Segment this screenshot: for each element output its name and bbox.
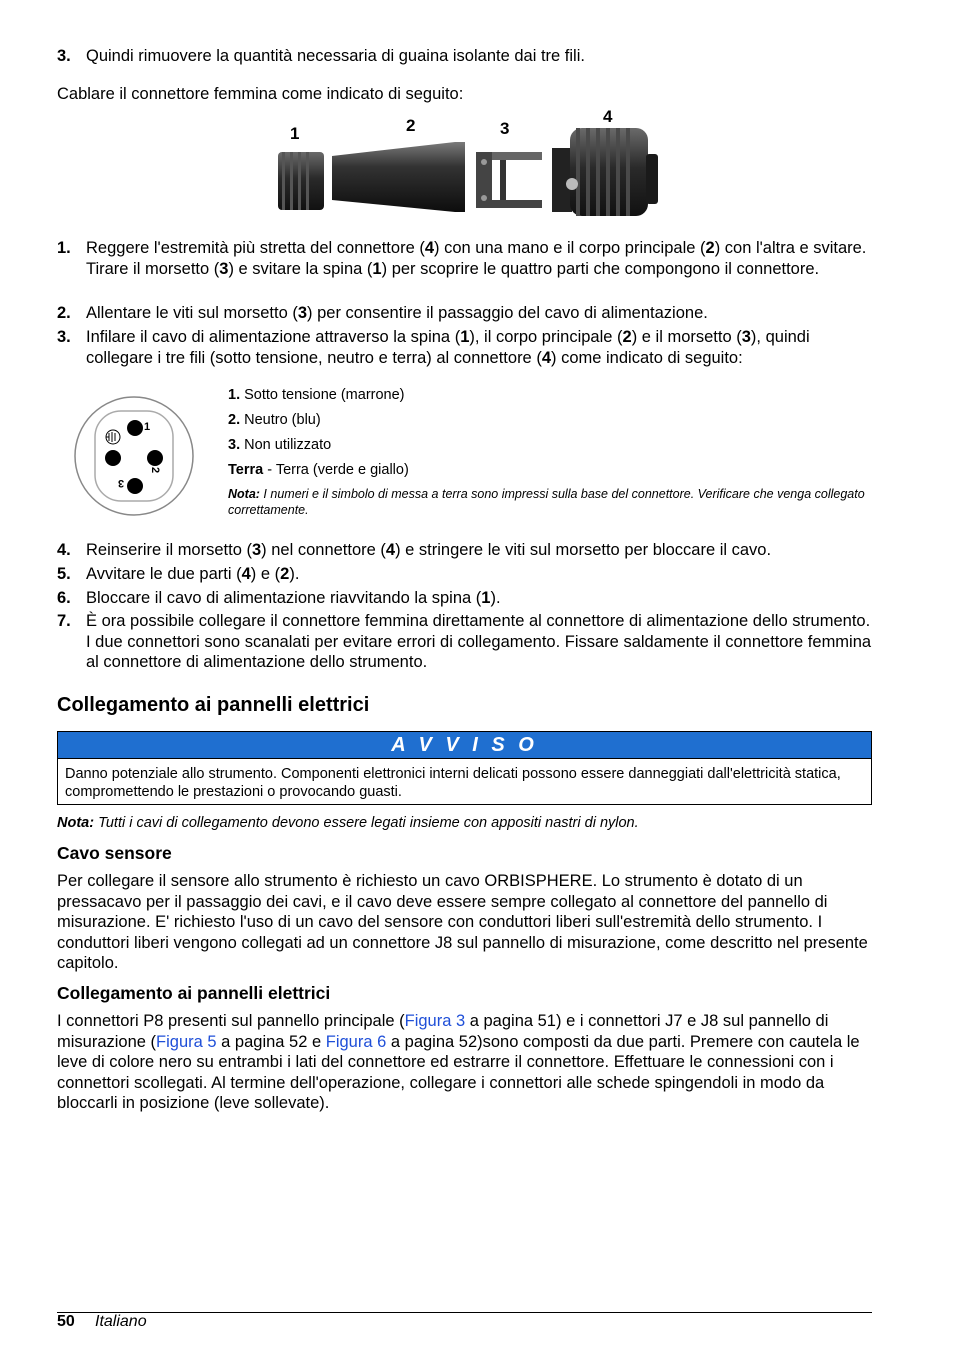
notice-body: Danno potenziale allo strumento. Componenti elettronici interni delicati possono essere danneggiati dall'elettricità statica, compromettendo le prestazioni o provocando guasti. <box>65 766 841 800</box>
part-1-plug <box>278 152 324 210</box>
step-number: 6. <box>57 589 71 607</box>
figure-6-link[interactable]: Figura 6 <box>325 1032 387 1051</box>
step-text: Allentare le viti sul morsetto (3) per consentire il passaggio del cavo di alimentazione. <box>86 304 708 322</box>
part-4-connector <box>552 128 658 216</box>
intro-text: Cablare il connettore femmina come indicato di seguito: <box>57 85 464 103</box>
step-number: 3. <box>57 47 71 65</box>
photo-label-4: 4 <box>603 107 613 126</box>
pin-label-3: 3 <box>118 477 125 489</box>
connector-pin-diagram <box>73 395 195 517</box>
cable-note: Nota: Tutti i cavi di collegamento devono essere legati insieme con appositi nastri di nylon. <box>57 815 639 831</box>
legend-item: 1. Sotto tensione (marrone) <box>228 387 405 403</box>
page-number: 50 <box>57 1313 75 1330</box>
subsection-text: I connettori P8 presenti sul pannello principale (Figura 3 a pagina 51) e i connettori J7 e J8 sul pannello di misurazione (Figura 5 a pagina 52 e Figura 6 a pagina 52)sono composti da due parti. Premere con cautela le leve di colore nero su entrambi i lati del connettore ed estrarre il connettore. Effettuare le connessioni con i connettori scollegati. Al termine dell'operazione, collegare i connettori alle schede spingendoli in modo da bloccarli in posizione (leve sollevate). <box>57 1012 860 1112</box>
pin-3 <box>127 478 143 494</box>
step-text: Bloccare il cavo di alimentazione riavvitando la spina (1). <box>86 589 501 607</box>
step-number: 2. <box>57 304 71 322</box>
photo-label-3: 3 <box>500 119 510 138</box>
step-number: 7. <box>57 612 71 630</box>
footer-divider <box>57 1312 872 1313</box>
step-text: Quindi rimuovere la quantità necessaria di guaina isolante dai tre fili. <box>86 47 585 65</box>
step-number: 5. <box>57 565 71 583</box>
legend-note: Nota: I numeri e il simbolo di messa a terra sono impressi sulla base del connettore. Verificare che venga collegato correttamente. <box>228 487 865 517</box>
subsection-title: Cavo sensore <box>57 843 172 863</box>
ground-symbol-icon <box>106 430 120 444</box>
step-text: Avvitare le due parti (4) e (2). <box>86 565 300 583</box>
notice-title: A V V I S O <box>58 732 871 759</box>
step-text: Reinserire il morsetto (3) nel connettore (4) e stringere le viti sul morsetto per bloccare il cavo. <box>86 541 772 559</box>
step-number: 1. <box>57 239 71 257</box>
footer-language: Italiano <box>95 1313 147 1330</box>
pin-ground <box>105 450 121 466</box>
step-number: 3. <box>57 328 71 346</box>
step-number: 4. <box>57 541 71 559</box>
pin-label-1: 1 <box>144 421 151 433</box>
pin-2 <box>147 450 163 466</box>
step-text: Reggere l'estremità più stretta del connettore (4) con una mano e il corpo principale (2) con l'altra e svitare. Tirare il morsetto (3) e svitare la spina (1) per scoprire le quattro parti che compongono il connettore. <box>86 239 867 278</box>
legend-item: 3. Non utilizzato <box>228 437 332 453</box>
step-text: Infilare il cavo di alimentazione attraverso la spina (1), il corpo principale (2) e il morsetto (3), quindi collegare i tre fili (sotto tensione, neutro e terra) al connettore (4) come indicato di seguito: <box>86 328 810 367</box>
photo-label-2: 2 <box>406 116 416 135</box>
subsection-title: Collegamento ai pannelli elettrici <box>57 983 331 1003</box>
pin-1 <box>127 420 143 436</box>
connector-parts-photo <box>270 108 660 218</box>
legend-item: Terra - Terra (verde e giallo) <box>228 462 409 478</box>
notice-box <box>57 731 872 805</box>
figure-3-link[interactable]: Figura 3 <box>404 1012 466 1030</box>
subsection-text: Per collegare il sensore allo strumento è richiesto un cavo ORBISPHERE. Lo strumento è dotato di un pressacavo per il passaggio dei cavi, e il cavo deve essere sempre collegato al connettore del pannello di misurazione. E' richiesto l'uso di un cavo del sensore con conduttori liberi sull'estremità dello strumento. I conduttori liberi vengono collegati ad un connettore J8 sul pannello di misurazione, come descritto nel presente capitolo. <box>57 872 868 972</box>
step-text: È ora possibile collegare il connettore femmina direttamente al connettore di alimentazione dello strumento. I due connettori sono scanalati per evitare errori di collegamento. Fissare saldamente il connettore femmina al connettore di alimentazione dello strumento. <box>86 612 872 671</box>
part-2-body <box>332 142 465 212</box>
part-3-clamp <box>476 152 542 208</box>
figure-5-link[interactable]: Figura 5 <box>156 1032 217 1051</box>
legend-item: 2. Neutro (blu) <box>228 412 321 428</box>
pin-label-2: 2 <box>149 466 162 474</box>
photo-label-1: 1 <box>290 124 300 143</box>
section-title: Collegamento ai pannelli elettrici <box>57 694 370 716</box>
